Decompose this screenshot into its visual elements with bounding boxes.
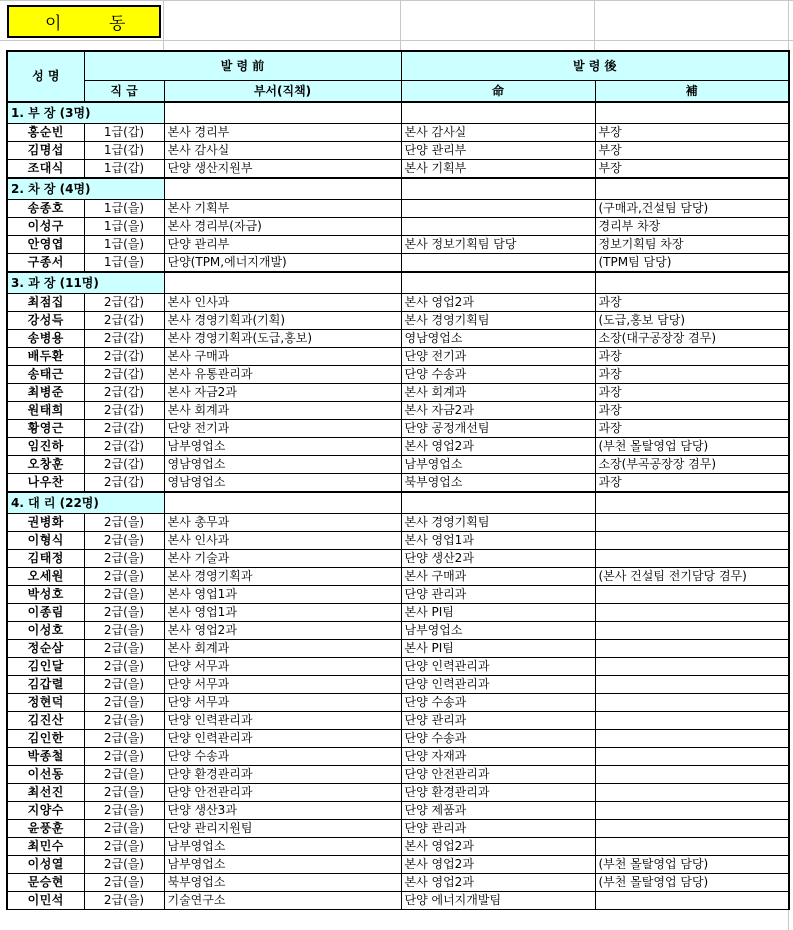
table-row	[7, 312, 789, 330]
grade-cell[interactable]: 2급(을)	[84, 766, 164, 784]
person-name[interactable]: 권병화	[7, 514, 84, 532]
grade-cell[interactable]: 2급(을)	[84, 856, 164, 874]
table-row	[7, 330, 789, 348]
empty-cell[interactable]	[401, 178, 595, 200]
grade-cell[interactable]: 2급(을)	[84, 838, 164, 856]
person-name[interactable]: 오세원	[7, 568, 84, 586]
person-name[interactable]: 최병준	[7, 384, 84, 402]
after-position-cell[interactable]: (부천 몰탈영업 담당)	[595, 856, 789, 874]
person-name[interactable]: 이선동	[7, 766, 84, 784]
person-name[interactable]: 이종림	[7, 604, 84, 622]
grade-cell[interactable]: 1급(을)	[84, 200, 164, 218]
table-body	[7, 102, 789, 910]
after-position-cell[interactable]	[595, 802, 789, 820]
grade-cell[interactable]: 1급(갑)	[84, 124, 164, 142]
after-position-cell[interactable]	[595, 766, 789, 784]
before-dept-cell[interactable]: 단양 전기과	[164, 420, 401, 438]
grade-cell[interactable]: 2급(을)	[84, 676, 164, 694]
empty-cell[interactable]	[595, 492, 789, 514]
before-dept-cell[interactable]: 단양 관리부	[164, 236, 401, 254]
grade-cell[interactable]: 2급(을)	[84, 784, 164, 802]
empty-cell[interactable]	[401, 102, 595, 124]
after-position-cell[interactable]	[595, 514, 789, 532]
before-dept-cell[interactable]: 본사 경영기획과(기획)	[164, 312, 401, 330]
person-name[interactable]: 송태근	[7, 366, 84, 384]
table-row	[7, 856, 789, 874]
after-dept-cell[interactable]: 단양 에너지개발팀	[401, 892, 595, 910]
after-position-cell[interactable]: 과장	[595, 420, 789, 438]
person-name[interactable]: 이성호	[7, 622, 84, 640]
after-position-cell[interactable]	[595, 622, 789, 640]
before-dept-cell[interactable]: 단양 인력관리과	[164, 730, 401, 748]
after-dept-cell[interactable]: 본사 영업1과	[401, 532, 595, 550]
grade-cell[interactable]: 2급(을)	[84, 802, 164, 820]
table-row	[7, 402, 789, 420]
before-dept-cell[interactable]: 영남영업소	[164, 474, 401, 493]
person-name[interactable]: 박성호	[7, 586, 84, 604]
table-row	[7, 236, 789, 254]
header-grade: 직 급	[84, 81, 164, 103]
section-header-row	[7, 102, 789, 124]
after-position-cell[interactable]	[595, 586, 789, 604]
after-position-cell[interactable]: 과장	[595, 366, 789, 384]
grade-cell[interactable]: 2급(을)	[84, 568, 164, 586]
after-dept-cell[interactable]	[401, 218, 595, 236]
before-dept-cell[interactable]: 본사 회계과	[164, 640, 401, 658]
empty-cell[interactable]	[401, 272, 595, 294]
after-position-cell[interactable]	[595, 550, 789, 568]
table-row	[7, 550, 789, 568]
section-label[interactable]: 2. 차 장 (4명)	[7, 178, 164, 200]
after-dept-cell[interactable]: 남부영업소	[401, 622, 595, 640]
after-dept-cell[interactable]: 본사 구매과	[401, 568, 595, 586]
grade-cell[interactable]: 2급(갑)	[84, 456, 164, 474]
before-dept-cell[interactable]: 단양 수송과	[164, 748, 401, 766]
after-position-cell[interactable]	[595, 730, 789, 748]
after-dept-cell[interactable]: 본사 영업2과	[401, 856, 595, 874]
person-name[interactable]: 구종서	[7, 254, 84, 273]
after-position-cell[interactable]	[595, 820, 789, 838]
before-dept-cell[interactable]: 본사 경리부	[164, 124, 401, 142]
before-dept-cell[interactable]: 남부영업소	[164, 438, 401, 456]
before-dept-cell[interactable]: 본사 총무과	[164, 514, 401, 532]
before-dept-cell[interactable]: 남부영업소	[164, 838, 401, 856]
person-name[interactable]: 나우찬	[7, 474, 84, 493]
after-position-cell[interactable]	[595, 712, 789, 730]
after-position-cell[interactable]: (도급,홍보 담당)	[595, 312, 789, 330]
before-dept-cell[interactable]: 본사 경영기획과	[164, 568, 401, 586]
person-name[interactable]: 송종호	[7, 200, 84, 218]
before-dept-cell[interactable]: 본사 감사실	[164, 142, 401, 160]
table-row	[7, 676, 789, 694]
grade-cell[interactable]: 2급(갑)	[84, 348, 164, 366]
empty-cell[interactable]	[164, 102, 401, 124]
after-position-cell[interactable]: (부천 몰탈영업 담당)	[595, 874, 789, 892]
before-dept-cell[interactable]: 북부영업소	[164, 874, 401, 892]
grade-cell[interactable]: 2급(갑)	[84, 384, 164, 402]
table-row	[7, 420, 789, 438]
after-position-cell[interactable]	[595, 784, 789, 802]
table-row	[7, 294, 789, 312]
table-row	[7, 254, 789, 273]
grade-cell[interactable]: 2급(을)	[84, 874, 164, 892]
person-name[interactable]: 이성열	[7, 856, 84, 874]
header-dept: 부서(직책)	[164, 81, 401, 103]
table-row	[7, 892, 789, 910]
before-dept-cell[interactable]: 영남영업소	[164, 456, 401, 474]
person-name[interactable]: 황영근	[7, 420, 84, 438]
person-name[interactable]: 김갑렬	[7, 676, 84, 694]
person-name[interactable]: 이성구	[7, 218, 84, 236]
table-row	[7, 514, 789, 532]
after-dept-cell[interactable]: 본사 PI팀	[401, 604, 595, 622]
after-position-cell[interactable]	[595, 892, 789, 910]
after-dept-cell[interactable]: 본사 경영기획팀	[401, 312, 595, 330]
after-dept-cell[interactable]: 단양 수송과	[401, 730, 595, 748]
before-dept-cell[interactable]: 단양 생산지원부	[164, 160, 401, 179]
after-dept-cell[interactable]: 본사 자금2과	[401, 402, 595, 420]
empty-cell[interactable]	[164, 178, 401, 200]
person-name[interactable]: 박종철	[7, 748, 84, 766]
grade-cell[interactable]: 2급(을)	[84, 892, 164, 910]
after-dept-cell[interactable]: 단양 관리부	[401, 142, 595, 160]
person-name[interactable]: 임진하	[7, 438, 84, 456]
person-name[interactable]: 강성득	[7, 312, 84, 330]
table-row	[7, 200, 789, 218]
before-dept-cell[interactable]: 단양 관리지원팀	[164, 820, 401, 838]
table-row	[7, 366, 789, 384]
person-name[interactable]: 지양수	[7, 802, 84, 820]
after-position-cell[interactable]: 과장	[595, 402, 789, 420]
after-position-cell[interactable]	[595, 640, 789, 658]
table-row	[7, 730, 789, 748]
title-cell[interactable]	[7, 5, 161, 38]
after-position-cell[interactable]: 소장(대구공장장 겸무)	[595, 330, 789, 348]
table-row	[7, 820, 789, 838]
after-dept-cell[interactable]: 단양 관리과	[401, 586, 595, 604]
after-dept-cell[interactable]: 본사 영업2과	[401, 874, 595, 892]
table-row	[7, 604, 789, 622]
after-position-cell[interactable]: (본사 건설팀 전기담당 겸무)	[595, 568, 789, 586]
after-dept-cell[interactable]: 본사 영업2과	[401, 438, 595, 456]
grade-cell[interactable]: 2급(을)	[84, 604, 164, 622]
before-dept-cell[interactable]: 단양 안전관리과	[164, 784, 401, 802]
person-name[interactable]: 이민석	[7, 892, 84, 910]
person-name[interactable]: 최점집	[7, 294, 84, 312]
after-dept-cell[interactable]	[401, 254, 595, 273]
grade-cell[interactable]: 1급(을)	[84, 254, 164, 273]
before-dept-cell[interactable]: 본사 인사과	[164, 294, 401, 312]
after-dept-cell[interactable]: 본사 영업2과	[401, 838, 595, 856]
after-position-cell[interactable]	[595, 748, 789, 766]
person-name[interactable]: 배두환	[7, 348, 84, 366]
person-name[interactable]: 김진산	[7, 712, 84, 730]
after-dept-cell[interactable]: 본사 영업2과	[401, 294, 595, 312]
after-position-cell[interactable]: 정보기획팀 차장	[595, 236, 789, 254]
grade-cell[interactable]: 2급(을)	[84, 820, 164, 838]
before-dept-cell[interactable]: 본사 영업1과	[164, 604, 401, 622]
person-name[interactable]: 정순삼	[7, 640, 84, 658]
grade-cell[interactable]: 2급(갑)	[84, 366, 164, 384]
table-row	[7, 640, 789, 658]
after-position-cell[interactable]: 과장	[595, 384, 789, 402]
after-position-cell[interactable]: (TPM팀 담당)	[595, 254, 789, 273]
person-name[interactable]: 김명섭	[7, 142, 84, 160]
header-name: 성 명	[7, 51, 84, 102]
after-dept-cell[interactable]: 본사 기획부	[401, 160, 595, 179]
after-position-cell[interactable]: 부장	[595, 160, 789, 179]
before-dept-cell[interactable]: 기술연구소	[164, 892, 401, 910]
person-name[interactable]: 안영엽	[7, 236, 84, 254]
after-dept-cell[interactable]: 본사 PI팀	[401, 640, 595, 658]
after-dept-cell[interactable]: 영남영업소	[401, 330, 595, 348]
before-dept-cell[interactable]: 본사 영업1과	[164, 586, 401, 604]
before-dept-cell[interactable]: 단양(TPM,에너지개발)	[164, 254, 401, 273]
after-position-cell[interactable]: 과장	[595, 474, 789, 493]
after-dept-cell[interactable]: 본사 감사실	[401, 124, 595, 142]
after-position-cell[interactable]	[595, 532, 789, 550]
after-position-cell[interactable]: 소장(부곡공장장 겸무)	[595, 456, 789, 474]
grade-cell[interactable]: 2급(을)	[84, 658, 164, 676]
after-dept-cell[interactable]: 단양 전기과	[401, 348, 595, 366]
table-row	[7, 586, 789, 604]
section-label[interactable]: 4. 대 리 (22명)	[7, 492, 164, 514]
grade-cell[interactable]: 1급(을)	[84, 218, 164, 236]
grade-cell[interactable]: 2급(을)	[84, 640, 164, 658]
table-row	[7, 532, 789, 550]
table-row	[7, 124, 789, 142]
header-col-a: 命	[401, 81, 595, 103]
before-dept-cell[interactable]: 단양 환경관리과	[164, 766, 401, 784]
before-dept-cell[interactable]: 본사 경영기획과(도급,홍보)	[164, 330, 401, 348]
grade-cell[interactable]: 2급(갑)	[84, 438, 164, 456]
before-dept-cell[interactable]: 본사 회계과	[164, 402, 401, 420]
table-row	[7, 874, 789, 892]
after-position-cell[interactable]: (부천 몰탈영업 담당)	[595, 438, 789, 456]
after-dept-cell[interactable]: 단양 수송과	[401, 694, 595, 712]
grade-cell[interactable]: 2급(을)	[84, 694, 164, 712]
empty-cell[interactable]	[164, 272, 401, 294]
person-name[interactable]: 김태정	[7, 550, 84, 568]
section-header-row	[7, 272, 789, 294]
empty-cell[interactable]	[595, 178, 789, 200]
table-row	[7, 384, 789, 402]
table-row	[7, 712, 789, 730]
before-dept-cell[interactable]: 남부영업소	[164, 856, 401, 874]
person-name[interactable]: 이형식	[7, 532, 84, 550]
before-dept-cell[interactable]: 단양 생산3과	[164, 802, 401, 820]
before-dept-cell[interactable]: 본사 기술과	[164, 550, 401, 568]
before-dept-cell[interactable]: 본사 기획부	[164, 200, 401, 218]
table-row	[7, 784, 789, 802]
grade-cell[interactable]: 2급(갑)	[84, 474, 164, 493]
table-row	[7, 622, 789, 640]
header-col-b: 補	[595, 81, 789, 103]
section-label[interactable]: 1. 부 장 (3명)	[7, 102, 164, 124]
person-name[interactable]: 최선진	[7, 784, 84, 802]
after-dept-cell[interactable]: 남부영업소	[401, 456, 595, 474]
grade-cell[interactable]: 2급(을)	[84, 550, 164, 568]
after-position-cell[interactable]: 부장	[595, 142, 789, 160]
grade-cell[interactable]: 2급(을)	[84, 622, 164, 640]
section-header-row	[7, 492, 789, 514]
after-dept-cell[interactable]: 단양 인력관리과	[401, 676, 595, 694]
after-dept-cell[interactable]: 단양 제품과	[401, 802, 595, 820]
before-dept-cell[interactable]: 본사 유통관리과	[164, 366, 401, 384]
table-row	[7, 160, 789, 179]
after-position-cell[interactable]: (구매과,건설팀 담당)	[595, 200, 789, 218]
after-position-cell[interactable]: 과장	[595, 294, 789, 312]
person-name[interactable]: 오창훈	[7, 456, 84, 474]
table-row	[7, 748, 789, 766]
header-before: 발 령 前	[84, 51, 401, 81]
grade-cell[interactable]: 2급(갑)	[84, 294, 164, 312]
table-row	[7, 456, 789, 474]
table-row	[7, 438, 789, 456]
grade-cell[interactable]: 2급(갑)	[84, 420, 164, 438]
after-dept-cell[interactable]: 단양 생산2과	[401, 550, 595, 568]
before-dept-cell[interactable]: 본사 영업2과	[164, 622, 401, 640]
header-after: 발 령 後	[401, 51, 789, 81]
after-position-cell[interactable]	[595, 658, 789, 676]
person-name[interactable]: 최민수	[7, 838, 84, 856]
grade-cell[interactable]: 1급(갑)	[84, 160, 164, 179]
grade-cell[interactable]: 1급(을)	[84, 236, 164, 254]
after-position-cell[interactable]: 부장	[595, 124, 789, 142]
after-dept-cell[interactable]: 본사 정보기획팀 담당	[401, 236, 595, 254]
empty-cell[interactable]	[595, 272, 789, 294]
after-position-cell[interactable]: 과장	[595, 348, 789, 366]
before-dept-cell[interactable]: 단양 서무과	[164, 658, 401, 676]
before-dept-cell[interactable]: 본사 구매과	[164, 348, 401, 366]
grade-cell[interactable]: 2급(갑)	[84, 402, 164, 420]
table-row	[7, 766, 789, 784]
grade-cell[interactable]: 2급(을)	[84, 532, 164, 550]
after-dept-cell[interactable]: 단양 자재과	[401, 748, 595, 766]
after-dept-cell[interactable]: 단양 공정개선팀	[401, 420, 595, 438]
after-position-cell[interactable]	[595, 838, 789, 856]
table-row	[7, 474, 789, 493]
after-dept-cell[interactable]: 단양 환경관리과	[401, 784, 595, 802]
title-left: 이	[45, 14, 62, 34]
person-name[interactable]: 문승현	[7, 874, 84, 892]
empty-cell[interactable]	[164, 492, 401, 514]
after-dept-cell[interactable]: 단양 수송과	[401, 366, 595, 384]
table-row	[7, 838, 789, 856]
after-position-cell[interactable]	[595, 676, 789, 694]
grade-cell[interactable]: 2급(을)	[84, 748, 164, 766]
grade-cell[interactable]: 1급(갑)	[84, 142, 164, 160]
empty-cell[interactable]	[401, 492, 595, 514]
after-dept-cell[interactable]: 단양 관리과	[401, 712, 595, 730]
grade-cell[interactable]: 2급(갑)	[84, 330, 164, 348]
after-dept-cell[interactable]: 단양 안전관리과	[401, 766, 595, 784]
before-dept-cell[interactable]: 본사 인사과	[164, 532, 401, 550]
before-dept-cell[interactable]: 본사 경리부(자금)	[164, 218, 401, 236]
person-name[interactable]: 김인한	[7, 730, 84, 748]
person-name[interactable]: 윤풍훈	[7, 820, 84, 838]
before-dept-cell[interactable]: 단양 인력관리과	[164, 712, 401, 730]
grade-cell[interactable]: 2급(을)	[84, 514, 164, 532]
table-row	[7, 218, 789, 236]
after-dept-cell[interactable]: 단양 인력관리과	[401, 658, 595, 676]
after-position-cell[interactable]	[595, 694, 789, 712]
after-dept-cell[interactable]: 본사 회계과	[401, 384, 595, 402]
table-row	[7, 142, 789, 160]
table-row	[7, 694, 789, 712]
before-dept-cell[interactable]: 단양 서무과	[164, 694, 401, 712]
person-name[interactable]: 김인달	[7, 658, 84, 676]
table-row	[7, 802, 789, 820]
after-dept-cell[interactable]: 본사 경영기획팀	[401, 514, 595, 532]
grade-cell[interactable]: 2급(을)	[84, 730, 164, 748]
table-row	[7, 658, 789, 676]
person-name[interactable]: 원태희	[7, 402, 84, 420]
table-row	[7, 348, 789, 366]
grade-cell[interactable]: 2급(을)	[84, 712, 164, 730]
grade-cell[interactable]: 2급(갑)	[84, 312, 164, 330]
after-dept-cell[interactable]: 북부영업소	[401, 474, 595, 493]
empty-cell[interactable]	[595, 102, 789, 124]
after-position-cell[interactable]	[595, 604, 789, 622]
after-position-cell[interactable]: 경리부 차장	[595, 218, 789, 236]
section-label[interactable]: 3. 과 장 (11명)	[7, 272, 164, 294]
personnel-transfer-table	[6, 50, 790, 910]
person-name[interactable]: 홍순빈	[7, 124, 84, 142]
table-row	[7, 568, 789, 586]
section-header-row	[7, 178, 789, 200]
person-name[interactable]: 송병용	[7, 330, 84, 348]
grade-cell[interactable]: 2급(을)	[84, 586, 164, 604]
before-dept-cell[interactable]: 단양 서무과	[164, 676, 401, 694]
title-right: 동	[109, 14, 126, 34]
after-dept-cell[interactable]: 단양 관리과	[401, 820, 595, 838]
person-name[interactable]: 정현덕	[7, 694, 84, 712]
after-dept-cell[interactable]	[401, 200, 595, 218]
before-dept-cell[interactable]: 본사 자금2과	[164, 384, 401, 402]
person-name[interactable]: 조대식	[7, 160, 84, 179]
